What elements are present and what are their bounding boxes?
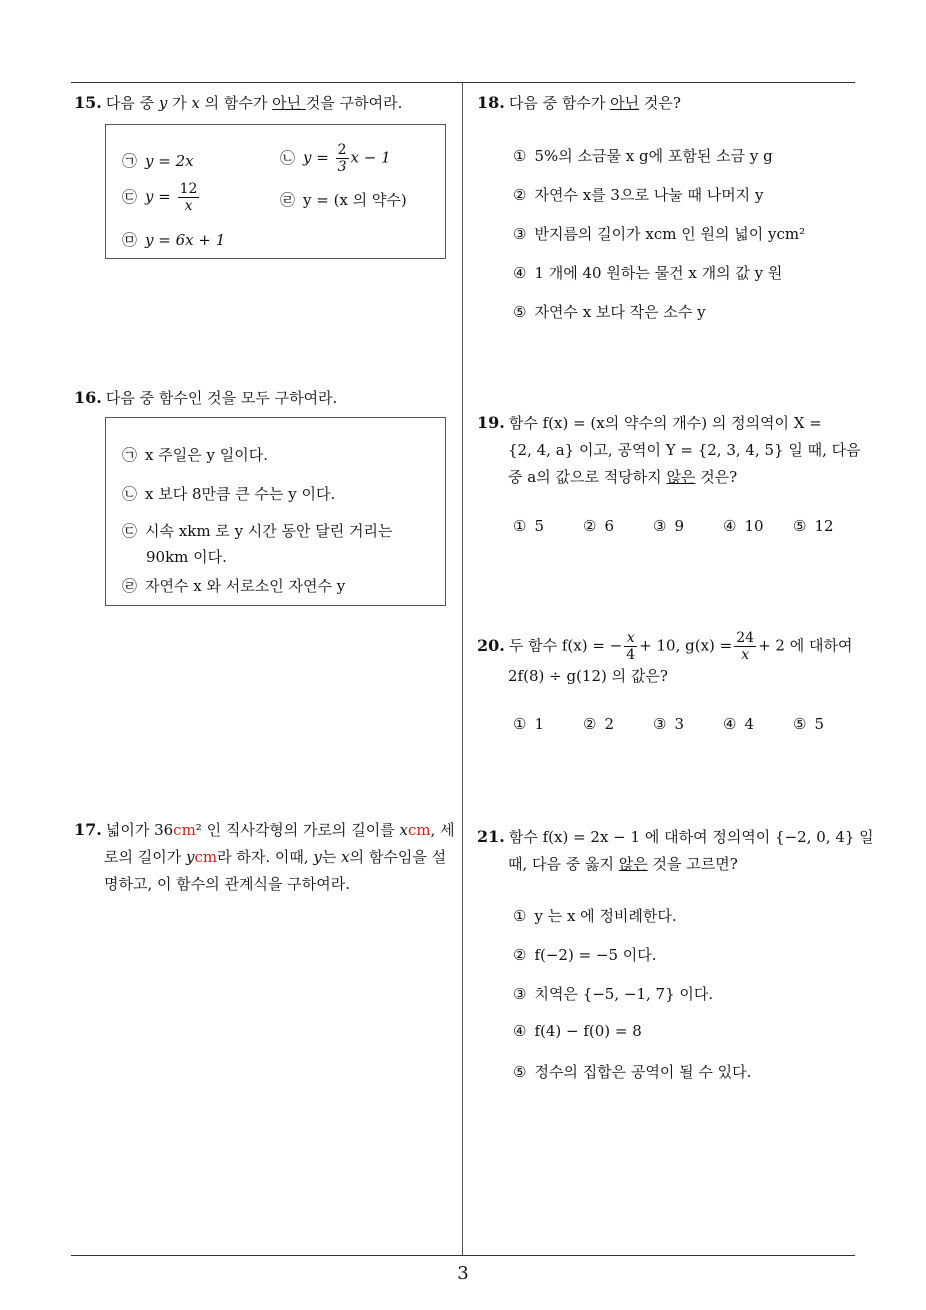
q21-option-5[interactable]: ⑤ 정수의 집합은 공역이 될 수 있다. xyxy=(513,1063,752,1081)
question-16: 16. 다음 중 함수인 것을 모두 구하여라. xyxy=(74,388,338,407)
q18-option-3[interactable]: ③ 반지름의 길이가 xcm 인 원의 넓이 ycm² xyxy=(513,225,806,243)
q15-item-b: ㉡ y = $\frac{2}{3}$ x − 1 xyxy=(280,142,391,175)
bottom-rule xyxy=(71,1255,855,1256)
q15-item-d: ㉣ y = (x 의 약수) xyxy=(280,191,407,209)
question-number: 18. xyxy=(477,93,505,112)
q19-option-2[interactable]: ② 6 xyxy=(583,517,614,535)
fraction: $\frac{12}{x}$ xyxy=(179,181,198,214)
q21-option-3[interactable]: ③ 치역은 {−5, −1, 7} 이다. xyxy=(513,985,714,1003)
question-21: 21. 함수 f(x) = 2x − 1 에 대하여 정의역이 {−2, 0, 4} 일 때, 다음 중 옳지 않은 것을 고르면? xyxy=(477,827,874,873)
q15-choice-box xyxy=(105,124,446,259)
page-number: 3 xyxy=(457,1263,469,1284)
question-20: 20. 두 함수 f(x) = − $\frac{x}{4}$ + 10, g(x) = $\frac{24}{x}$ + 2 에 대하여 2f(8) ÷ g(12) 의 값은? xyxy=(477,630,853,685)
q20-option-2[interactable]: ② 2 xyxy=(583,715,614,733)
q16-item-c: ㉢ 시속 xkm 로 y 시간 동안 달린 거리는 xyxy=(122,522,393,540)
fraction: $\frac{x}{4}$ xyxy=(626,630,636,663)
q19-option-5[interactable]: ⑤ 12 xyxy=(793,517,834,535)
q16-choice-box xyxy=(105,417,446,606)
question-number: 21. xyxy=(477,827,505,846)
q16-item-d: ㉣ 자연수 x 와 서로소인 자연수 y xyxy=(122,577,346,595)
question-15: 15. 다음 중 y 가 x 의 함수가 아닌 것을 구하여라. xyxy=(74,93,403,112)
question-number: 20. xyxy=(477,635,505,655)
q19-option-1[interactable]: ① 5 xyxy=(513,517,544,535)
q19-option-4[interactable]: ④ 10 xyxy=(723,517,764,535)
q18-option-2[interactable]: ② 자연수 x를 3으로 나눌 때 나머지 y xyxy=(513,186,764,204)
q18-option-1[interactable]: ① 5%의 소금물 x g에 포함된 소금 y g xyxy=(513,147,773,165)
question-number: 17. xyxy=(74,820,102,839)
question-17: 17. 넓이가 36cm² 인 직사각형의 가로의 길이를 xcm, 세 로의 길이가 ycm라 하자. 이때, y는 x의 함수임을 설 명하고, 이 함수의 관계식을 구하여라. xyxy=(74,820,455,893)
q15-item-a: ㉠ y = 2x xyxy=(122,152,194,170)
column-divider xyxy=(462,83,463,1255)
q18-option-5[interactable]: ⑤ 자연수 x 보다 작은 소수 y xyxy=(513,303,706,321)
q20-option-1[interactable]: ① 1 xyxy=(513,715,544,733)
top-rule xyxy=(71,82,855,83)
q21-option-1[interactable]: ① y 는 x 에 정비례한다. xyxy=(513,907,677,925)
q16-item-c-cont: 90km 이다. xyxy=(146,548,227,566)
q20-option-4[interactable]: ④ 4 xyxy=(723,715,754,733)
q21-option-2[interactable]: ② f(−2) = −5 이다. xyxy=(513,946,657,964)
question-18: 18. 다음 중 함수가 아닌 것은? xyxy=(477,93,681,112)
q21-option-4[interactable]: ④ f(4) − f(0) = 8 xyxy=(513,1022,642,1040)
q15-item-e: ㉤ y = 6x + 1 xyxy=(122,231,226,249)
fraction: $\frac{24}{x}$ xyxy=(736,630,755,663)
q20-option-3[interactable]: ③ 3 xyxy=(653,715,684,733)
question-number: 15. xyxy=(74,93,102,112)
q18-option-4[interactable]: ④ 1 개에 40 원하는 물건 x 개의 값 y 원 xyxy=(513,264,783,282)
q19-option-3[interactable]: ③ 9 xyxy=(653,517,684,535)
q16-item-b: ㉡ x 보다 8만큼 큰 수는 y 이다. xyxy=(122,485,336,503)
question-19: 19. 함수 f(x) = (x의 약수의 개수) 의 정의역이 X = {2, 4, a} 이고, 공역이 Y = {2, 3, 4, 5} 일 때, 다음 중 a의 값으로 적당하지 않은 것은? xyxy=(477,413,861,486)
q20-option-5[interactable]: ⑤ 5 xyxy=(793,715,824,733)
question-number: 19. xyxy=(477,413,505,432)
q16-item-a: ㉠ x 주일은 y 일이다. xyxy=(122,446,268,464)
question-number: 16. xyxy=(74,388,102,407)
fraction: $\frac{2}{3}$ xyxy=(337,142,347,175)
q15-item-c: ㉢ y = $\frac{12}{x}$ xyxy=(122,181,198,214)
